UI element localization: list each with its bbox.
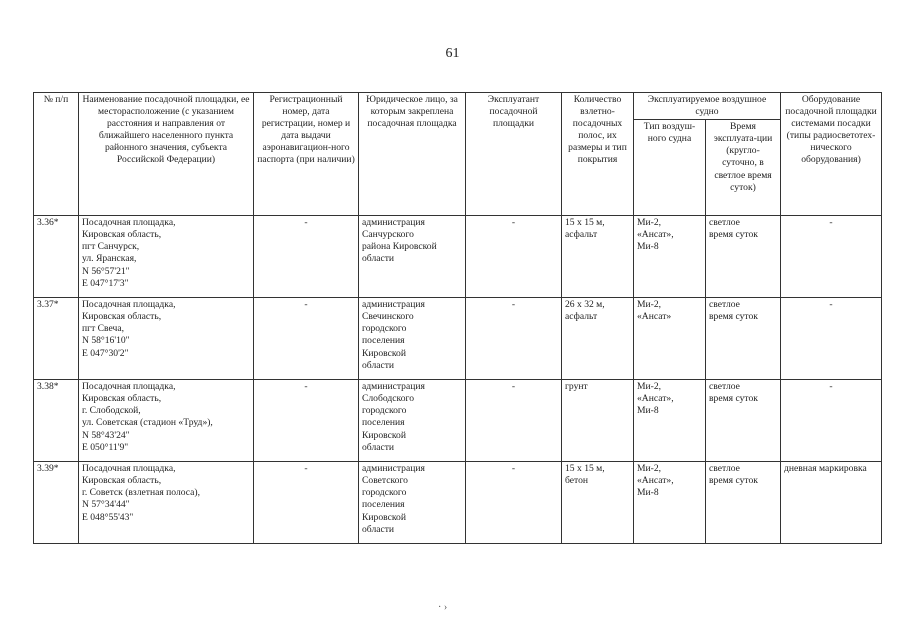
name-line: пгт Санчурск, [82, 241, 140, 253]
name-line: E 047°30'2" [82, 347, 129, 359]
landing-sites-table [33, 92, 882, 544]
time-line: светлое [709, 217, 740, 229]
aircraft-type-cell [634, 216, 706, 298]
site-name-cell [79, 216, 254, 298]
legal-line: области [362, 359, 395, 371]
name-line: N 57°34'44" [82, 499, 130, 511]
aircraft-line: Ми-8 [637, 405, 659, 417]
operator-cell: - [466, 380, 562, 462]
name-line: г. Слободской, [82, 405, 141, 417]
legal-line: области [362, 253, 395, 265]
name-line: Посадочная площадка, [82, 381, 176, 393]
name-line: г. Советск (взлетная полоса), [82, 487, 201, 499]
legal-line: городского [362, 405, 407, 417]
row-number-cell: 3.38* [34, 380, 79, 462]
name-line: Кировская область, [82, 229, 162, 241]
operating-time-cell [706, 298, 781, 380]
name-line: N 56°57'21" [82, 265, 130, 277]
registration-number-cell: - [254, 380, 359, 462]
runways-line: бетон [565, 475, 589, 487]
runways-cell [562, 462, 634, 544]
runways-line: 15 х 15 м, [565, 463, 605, 475]
legal-line: Санчурского [362, 229, 414, 241]
legal-entity-cell [359, 298, 466, 380]
equipment-cell: - [781, 216, 882, 298]
table-row [34, 462, 882, 544]
legal-line: поселения [362, 417, 405, 429]
legal-line: области [362, 523, 395, 535]
header-legal-entity: Юридическое лицо, за которым закреплена посадочная площадка [359, 93, 466, 216]
runways-line: 15 х 15 м, [565, 217, 605, 229]
equipment-cell: дневная маркировка [781, 462, 882, 544]
legal-line: поселения [362, 499, 405, 511]
operator-cell: - [466, 216, 562, 298]
aircraft-line: Ми-2, [637, 381, 662, 393]
page-number: 61 [445, 46, 460, 61]
runways-line: асфальт [565, 311, 598, 323]
name-line: E 048°55'43" [82, 511, 134, 523]
aircraft-type-cell [634, 462, 706, 544]
aircraft-line: «Ансат» [637, 311, 672, 323]
runways-cell [562, 216, 634, 298]
header-aircraft-type: Тип воздуш-ного судна [634, 120, 706, 216]
legal-line: поселения [362, 335, 405, 347]
name-line: ул. Яранская, [82, 253, 137, 265]
header-registration: Регистрационный номер, дата регистрации, номер и дата выдачи аэронавигацион-ного паспорта (при наличии) [254, 93, 359, 216]
legal-entity-cell [359, 216, 466, 298]
operator-cell: - [466, 298, 562, 380]
legal-entity-cell [359, 462, 466, 544]
site-name-cell [79, 380, 254, 462]
operator-cell: - [466, 462, 562, 544]
legal-line: городского [362, 487, 407, 499]
table-row [34, 216, 882, 298]
name-line: Посадочная площадка, [82, 463, 176, 475]
row-number-cell: 3.39* [34, 462, 79, 544]
table-row [34, 380, 882, 462]
site-name-cell [79, 462, 254, 544]
table-row [34, 298, 882, 380]
legal-line: администрация [362, 463, 425, 475]
legal-line: администрация [362, 299, 425, 311]
legal-line: области [362, 441, 395, 453]
header-num: № п/п [34, 93, 79, 216]
name-line: E 047°17'3" [82, 277, 129, 289]
legal-line: Кировской [362, 511, 406, 523]
aircraft-line: Ми-2, [637, 299, 662, 311]
legal-line: Кировской [362, 429, 406, 441]
row-number-cell: 3.37* [34, 298, 79, 380]
runways-line: грунт [565, 381, 588, 393]
time-line: время суток [709, 311, 758, 323]
row-number-cell: 3.36* [34, 216, 79, 298]
header-equipment: Оборудование посадочной площадки системами посадки (типы радиосветотех-нического оборудования) [781, 93, 882, 216]
name-line: Кировская область, [82, 393, 162, 405]
aircraft-type-cell [634, 298, 706, 380]
name-line: пгт Свеча, [82, 323, 125, 335]
aircraft-line: Ми-2, [637, 463, 662, 475]
time-line: светлое [709, 381, 740, 393]
aircraft-line: «Ансат», [637, 475, 674, 487]
equipment-cell: - [781, 380, 882, 462]
name-line: E 050°11'9" [82, 441, 129, 453]
legal-line: администрация [362, 217, 425, 229]
aircraft-line: «Ансат», [637, 229, 674, 241]
time-line: время суток [709, 475, 758, 487]
name-line: Посадочная площадка, [82, 299, 176, 311]
name-line: Посадочная площадка, [82, 217, 176, 229]
runways-cell [562, 380, 634, 462]
header-runways: Количество взлетно-посадочных полос, их размеры и тип покрытия [562, 93, 634, 216]
scan-mark: · › [438, 602, 448, 613]
header-name: Наименование посадочной площадки, ее месторасположение (с указанием расстояния и направления от ближайшего населенного пункта районного значения, субъекта Российской Федерации) [79, 93, 254, 216]
site-name-cell [79, 298, 254, 380]
operating-time-cell [706, 380, 781, 462]
legal-line: Свечинского [362, 311, 414, 323]
name-line: Кировская область, [82, 475, 162, 487]
aircraft-line: Ми-8 [637, 241, 659, 253]
time-line: светлое [709, 463, 740, 475]
runways-line: асфальт [565, 229, 598, 241]
name-line: Кировская область, [82, 311, 162, 323]
aircraft-type-cell [634, 380, 706, 462]
runways-cell [562, 298, 634, 380]
equipment-cell: - [781, 298, 882, 380]
legal-line: Советского [362, 475, 408, 487]
name-line: ул. Советская (стадион «Труд»), [82, 417, 213, 429]
header-aircraft-group: Эксплуатируемое воздушное судно [634, 93, 781, 120]
header-operating-time: Время эксплуата-ции (кругло-суточно, в светлое время суток) [706, 120, 781, 216]
runways-line: 26 х 32 м, [565, 299, 605, 311]
time-line: время суток [709, 229, 758, 241]
registration-number-cell: - [254, 216, 359, 298]
registration-number-cell: - [254, 298, 359, 380]
aircraft-line: Ми-2, [637, 217, 662, 229]
aircraft-line: Ми-8 [637, 487, 659, 499]
operating-time-cell [706, 462, 781, 544]
legal-line: Слободского [362, 393, 414, 405]
header-operator: Эксплуатант посадочной площадки [466, 93, 562, 216]
legal-entity-cell [359, 380, 466, 462]
legal-line: Кировской [362, 347, 406, 359]
aircraft-line: «Ансат», [637, 393, 674, 405]
time-line: светлое [709, 299, 740, 311]
legal-line: администрация [362, 381, 425, 393]
time-line: время суток [709, 393, 758, 405]
name-line: N 58°16'10" [82, 335, 130, 347]
registration-number-cell: - [254, 462, 359, 544]
operating-time-cell [706, 216, 781, 298]
name-line: N 58°43'24" [82, 429, 130, 441]
legal-line: городского [362, 323, 407, 335]
legal-line: района Кировской [362, 241, 437, 253]
